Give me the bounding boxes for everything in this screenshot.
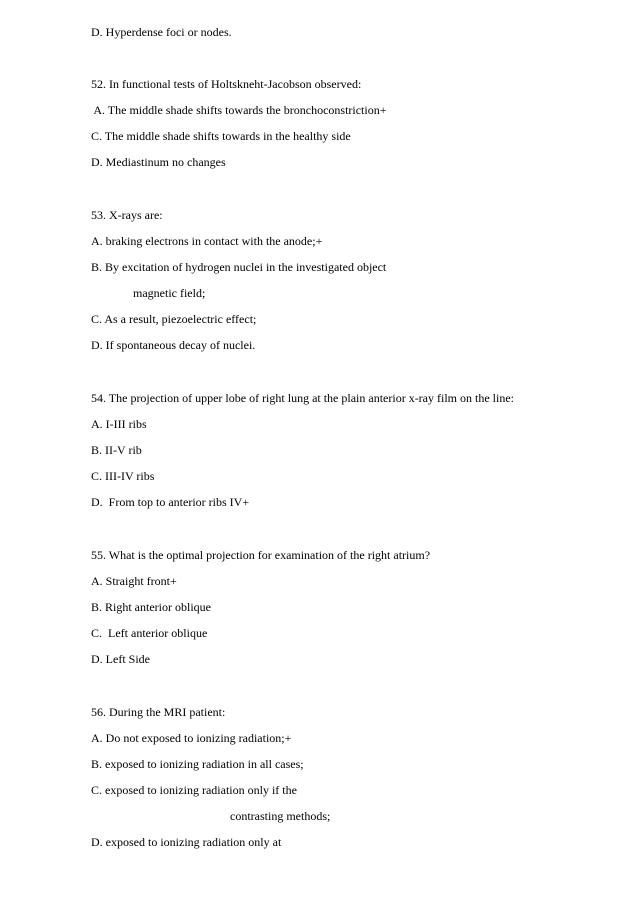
answer-56-a: A. Do not exposed to ionizing radiation;+ xyxy=(91,731,292,745)
answer-56-d: D. exposed to ionizing radiation only at xyxy=(91,835,282,849)
question-53: 53. X-rays are: xyxy=(91,208,163,222)
question-54: 54. The projection of upper lobe of right lung at the plain anterior x-ray film on the line: xyxy=(91,391,514,405)
answer-55-b: B. Right anterior oblique xyxy=(91,600,211,614)
answer-56-c-continued: contrasting methods; xyxy=(230,809,331,823)
answer-54-b: B. II-V rib xyxy=(91,443,142,457)
answer-52-d: D. Mediastinum no changes xyxy=(91,155,226,169)
answer-52-c: C. The middle shade shifts towards in the healthy side xyxy=(91,129,351,143)
answer-56-c: C. exposed to ionizing radiation only if the xyxy=(91,783,297,797)
answer-53-c: C. As a result, piezoelectric effect; xyxy=(91,312,257,326)
answer-54-d: D. From top to anterior ribs IV+ xyxy=(91,495,250,509)
answer-53-a: A. braking electrons in contact with the anode;+ xyxy=(91,234,323,248)
answer-55-d: D. Left Side xyxy=(91,652,150,666)
question-55: 55. What is the optimal projection for examination of the right atrium? xyxy=(91,548,431,562)
answer-51-d: D. Hyperdense foci or nodes. xyxy=(91,25,232,39)
answer-53-b: B. By excitation of hydrogen nuclei in the investigated object xyxy=(91,260,387,274)
answer-56-b: B. exposed to ionizing radiation in all cases; xyxy=(91,757,304,771)
question-56: 56. During the MRI patient: xyxy=(91,705,226,719)
answer-55-a: A. Straight front+ xyxy=(91,574,177,588)
answer-52-a: A. The middle shade shifts towards the bronchoconstriction+ xyxy=(91,103,387,117)
answer-53-d: D. If spontaneous decay of nuclei. xyxy=(91,338,256,352)
question-52: 52. In functional tests of Holtskneht-Jacobson observed: xyxy=(91,77,362,91)
answer-53-b-continued: magnetic field; xyxy=(133,286,206,300)
answer-54-c: C. III-IV ribs xyxy=(91,469,155,483)
answer-55-c: C. Left anterior oblique xyxy=(91,626,208,640)
answer-54-a: A. I-III ribs xyxy=(91,417,147,431)
